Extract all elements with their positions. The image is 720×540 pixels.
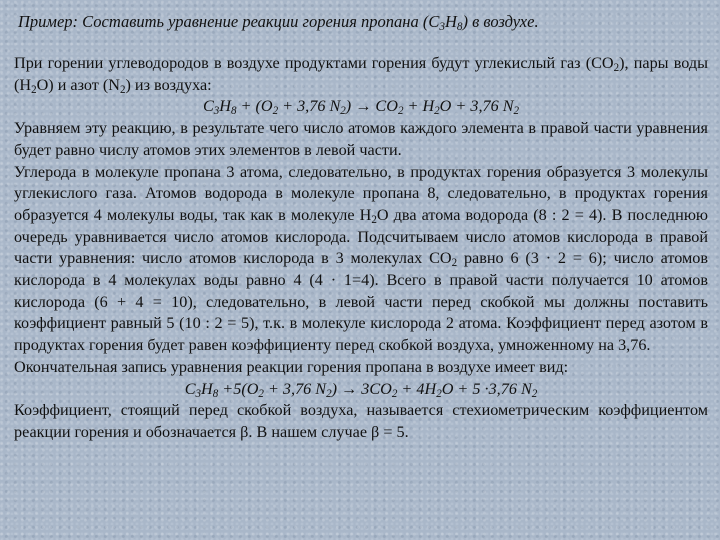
slide-title: Пример: Составить уравнение реакции горения пропана $(C_3H_8)$ в воздухе. xyxy=(18,12,539,33)
paragraph: При горении углеводородов в воздухе продуктами горения будут углекислый газ $(CO_2)$, пары воды $(H_2O)$ и азот $(N_2)$ из воздуха: xyxy=(14,54,709,96)
equation: $C_3H_8 + (O_2 + 3,76$ $N_2) \to CO_2 + H_2O + 3,76$ $N_2$ xyxy=(202,97,520,118)
paragraph: Уравняем эту реакцию, в результате чего число атомов каждого элемента в правой части уравнения будет равно числу атомов этих элементов в левой части. xyxy=(14,119,708,159)
paragraph: Окончательная запись уравнения реакции горения пропана в воздухе имеет вид: xyxy=(14,357,569,376)
paragraph: Углерода в молекуле пропана 3 атома, следовательно, в продуктах горения образуется 3 молекулы углекислого газа. Атомов водорода в молекуле пропана 8, следовательно, в продуктах горения образуется 4 молекулы воды, так как в молекуле $H_2O$ два атома водорода (8 : 2 = 4). В последнюю очередь уравнивается число атомов кислорода. Подсчитываем число атомов кислорода в правой части уравнения: число атомов кислорода в 3 молекулах $CO_2$ равно 6 (3 · 2 = 6); число атомов кислорода в 4 молекулах воды равно 4 (4 · 1=4). Всего в правой части получается 10 атомов кислорода (6 + 4 = 10), следовательно, в левой части перед скобкой мы должны поставить коэффициент равный 5 (10 : 2 = 5), т.к. в молекуле кислорода 2 атома. Коэффициент перед азотом в продуктах горения будет равен коэффициенту перед скобкой воздуха, умноженному на 3,76. xyxy=(14,162,709,355)
paragraph: Коэффициент, стоящий перед скобкой воздуха, называется стехиометрическим коэффициентом реакции горения и обозначается β. В нашем случае β = 5. xyxy=(14,401,708,441)
equation: $C_3H_8 +5(O_2 + 3,76$ $N_2) \to 3CO_2 + 4H_2O + 5 \cdot 3,76$ $N_2$ xyxy=(184,379,538,400)
slide-body xyxy=(14,53,708,444)
